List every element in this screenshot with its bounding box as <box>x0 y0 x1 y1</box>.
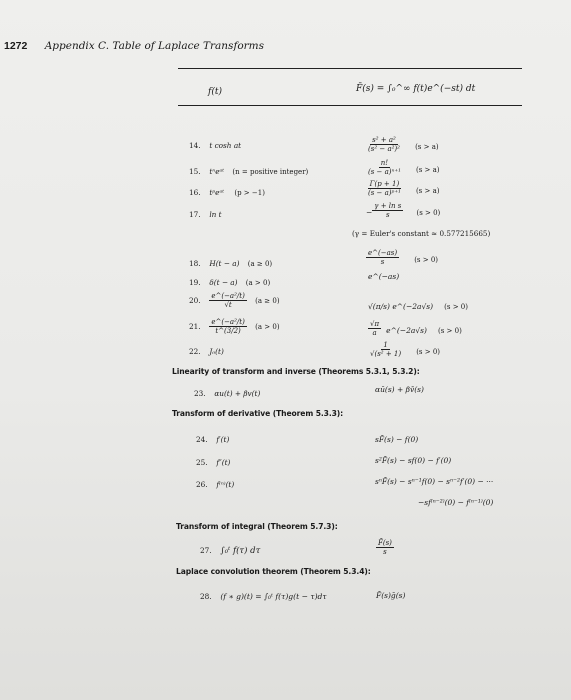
section-heading-linearity: Linearity of transform and inverse (Theorems 5.3.1, 5.3.2): <box>172 367 420 376</box>
row-ft: H(t − a) <box>209 259 240 268</box>
row-condition: (s > a) <box>415 166 440 174</box>
row-transform: $\frac{\text{s² + a²}}{\text{(s² − a²)²}}$ (s > a) <box>368 136 439 153</box>
row-transform: $\frac{1}{\text{√(s² + 1)}}$ (s > 0) <box>370 341 441 358</box>
row-t-condition: (n = positive integer) <box>232 168 309 176</box>
section-heading-derivative: Transform of derivative (Theorem 5.3.3): <box>172 409 344 418</box>
row-transform: sF̄(s) − f(0) <box>375 435 419 444</box>
row-number: 20. <box>189 295 201 305</box>
row-transform: e^(−as) <box>368 272 400 281</box>
section-heading-convolution: Laplace convolution theorem (Theorem 5.3.4): <box>176 567 371 576</box>
table-row <box>189 347 224 356</box>
row-condition: (s > 0) <box>416 209 441 217</box>
table-row <box>196 458 230 467</box>
row-ft: J₀(t) <box>209 347 224 356</box>
row-transform: $\frac{F̄(s)}{s}$ <box>378 539 392 556</box>
row-ft: ∫₀ᵗ f(τ) dτ <box>220 546 261 556</box>
row-t-condition: (p > −1) <box>234 189 265 197</box>
row-t-condition: (a > 0) <box>255 322 280 331</box>
row-transform: $\frac{√\pi}{a}$ e^(−2a√s) (s > 0) <box>370 320 462 337</box>
row-ft: f″(t) <box>216 458 231 467</box>
row-ft: αu(t) + βv(t) <box>214 389 261 398</box>
table-row <box>196 435 229 444</box>
table-row: 21. $\frac{\text{e\textasciicircum{}(−a²/t)}}{t\^{}(3/2)}$ (a > 0) <box>189 318 280 335</box>
row-number: 26. <box>196 480 208 489</box>
row-number: 27. <box>200 546 212 555</box>
row-number: 24. <box>196 435 208 444</box>
row-ft: (f ∗ g)(t) = ∫₀ᵗ f(τ)g(t − τ)dτ <box>220 592 327 601</box>
row-number: 25. <box>196 458 208 467</box>
table-top-rule <box>178 68 522 69</box>
section-heading-integral: Transform of integral (Theorem 5.7.3): <box>176 522 338 531</box>
row-condition: (s > a) <box>415 143 439 151</box>
row-condition: (s > 0) <box>437 327 462 335</box>
row-ft: f′(t) <box>216 435 230 444</box>
row-ft: f⁽ⁿ⁾(t) <box>216 480 235 489</box>
page-title: Appendix C. Table of Laplace Transforms <box>44 40 265 52</box>
table-row <box>189 141 241 150</box>
row-ft: tⁿeᵃᵗ <box>209 167 225 176</box>
row-transform: $\frac{\Gamma(p + 1)}{\text{(s − a)ᵖ⁺¹}}$ (s > a) <box>368 180 440 197</box>
row-ft: δ(t − a) <box>209 278 238 287</box>
row-transform: F̄(s)ḡ(s) <box>376 591 406 600</box>
table-row <box>189 278 270 287</box>
row-number: 16. <box>189 188 201 197</box>
column-header-ft: f(t) <box>208 87 222 97</box>
table-row <box>194 389 260 398</box>
row-transform: αū(s) + βv̄(s) <box>375 385 424 394</box>
row-number: 17. <box>189 210 201 219</box>
table-header-rule <box>178 105 522 106</box>
table-row <box>189 259 272 268</box>
row-ft: tᵖeᵃᵗ <box>209 188 225 197</box>
row-transform: $\frac{n!}{\text{(s − a)ⁿ⁺¹}}$ (s > a) <box>368 159 440 176</box>
row-transform: $\frac{e\^{}(-as)}{s}$ (s > 0) <box>368 249 439 266</box>
row-transform: sⁿF̄(s) − sⁿ⁻¹f(0) − sⁿ⁻²f′(0) − ··· <box>375 477 494 486</box>
row-number: 15. <box>189 167 201 176</box>
row-number: 23. <box>194 389 206 398</box>
table-row <box>200 546 260 556</box>
table-row <box>189 167 308 176</box>
table-row <box>200 592 327 601</box>
table-row <box>189 210 222 219</box>
row-number: 22. <box>189 347 201 356</box>
row-ft: ln t <box>209 210 222 219</box>
column-header-transform: F̄(s) = ∫₀^∞ f(t)e^(−st) dt <box>356 84 476 94</box>
row-ft: t cosh at <box>209 141 242 150</box>
row-number: 28. <box>200 592 212 601</box>
euler-constant-note: (γ = Euler's constant ≈ 0.577215665) <box>352 229 491 238</box>
row-transform: √(π/s) e^(−2a√s) (s > 0) <box>368 302 468 311</box>
page-header <box>4 40 264 52</box>
page-number: 1272 <box>4 40 28 52</box>
row-number: 21. <box>189 321 201 331</box>
row-number: 18. <box>189 259 201 268</box>
row-condition: (s > 0) <box>416 348 441 356</box>
row-t-condition: (a ≥ 0) <box>247 260 273 268</box>
table-row <box>189 188 265 197</box>
row-t-condition: (a ≥ 0) <box>255 296 280 305</box>
row-transform-continued: −sf⁽ⁿ⁻²⁾(0) − f⁽ⁿ⁻¹⁾(0) <box>418 498 494 507</box>
row-condition: (s > 0) <box>444 303 468 311</box>
row-number: 14. <box>189 141 201 150</box>
table-row <box>196 480 234 489</box>
row-transform: − $\frac{\text{γ + ln s}}{s}$ (s > 0) <box>366 202 441 219</box>
row-t-condition: (a > 0) <box>245 279 271 287</box>
row-number: 19. <box>189 278 201 287</box>
table-row: 20. $\frac{\text{e\textasciicircum{}(−a²/t)}}{√t}$ (a ≥ 0) <box>189 292 280 309</box>
row-condition: (s > 0) <box>414 256 439 264</box>
row-condition: (s > a) <box>415 187 440 195</box>
row-transform: s²F̄(s) − sf(0) − f′(0) <box>375 456 452 465</box>
